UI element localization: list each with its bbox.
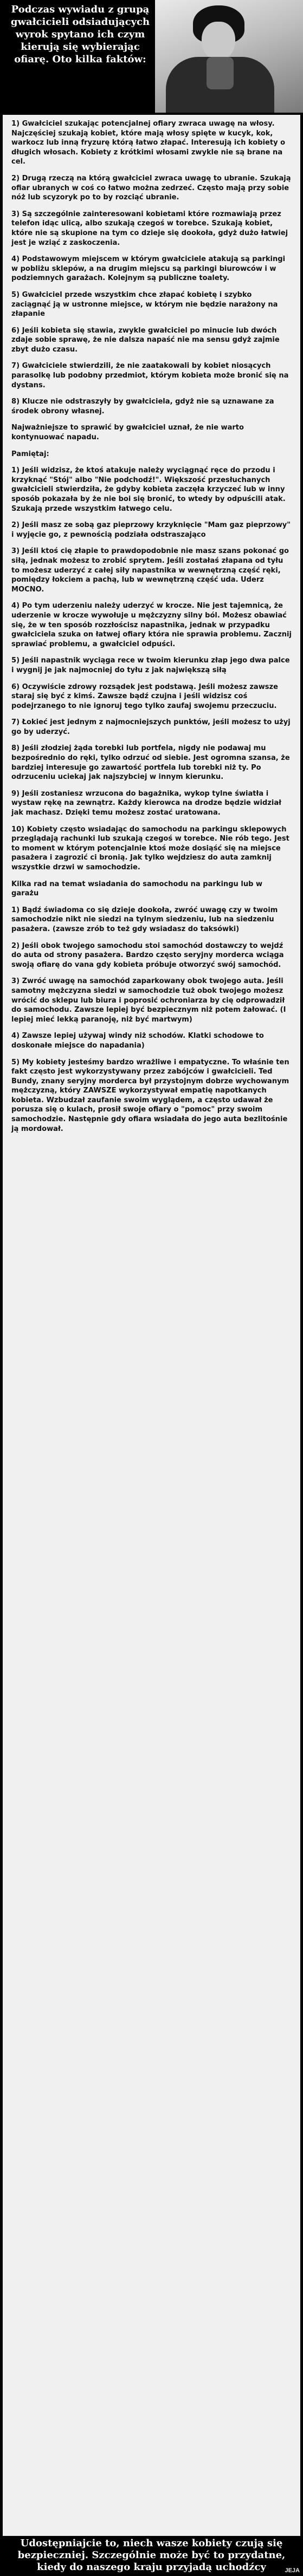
fact-item: 1) Gwałciciel szukając potencjalnej ofiary zwraca uwagę na włosy. Najczęściej szukają kobiet, które mają włosy spięte w kucyk, kok, warkocz lub inną fryzurę którą łatwo złapać. Interesują ich kobiety o długich włosach. Kobiety z krótkimi włosami zwykle nie są brane na cel. bbox=[11, 120, 286, 166]
parking-tip-item: 5) My kobiety jesteśmy bardzo wrażliwe i empatyczne. To właśnie ten fakt często jest wykorzystywany przez zabójców i gwałcicieli. Ted Bundy, znany seryjny morderca był przystojnym dobrze wychowanym mężczyzną, który ZAWSZE wykorzystywał empatię napotkanych kobieta. Wzbudzał zaufanie swoim wyglądem, a często udawał że porusza się o kulach, prosił swoje ofiary o "pomoc" przy swoim samochodzie. Następnie gdy ofiara wsiadała do jego auta bezlitośnie ją mordował. bbox=[11, 1058, 289, 1133]
tip-item: 9) Jeśli zostaniesz wrzucona do bagażnika, wykop tylne światła i wystaw rękę na zewnątrz. Każdy kierowca na drodze będzie widział jak machasz. Dzięki temu możesz zostać uratowana. bbox=[11, 789, 281, 817]
header bbox=[0, 0, 303, 113]
tip-item: 2) Jeśli masz ze sobą gaz pieprzowy krzyknięcie "Mam gaz pieprzowy" i wyjęcie go, z pewnością podziała odstraszająco bbox=[11, 521, 291, 539]
footer-text: Udostępniajcie to, niech wasze kobiety czują się bezpieczniej. Szczególnie może być to przydatne, kiedy do naszego kraju przyjadą uchodźcy bbox=[17, 2538, 286, 2573]
parking-tip-item: 4) Zawsze lepiej używaj windy niż schodów. Klatki schodowe to doskonałe miejsce do napadania) bbox=[11, 1032, 264, 1050]
fact-item: 2) Drugą rzeczą na którą gwałciciel zwraca uwagę to ubranie. Szukają ofiar ubranych w coś co łatwo można zedrzeć. Często mają przy sobie nóż lub scyzoryk po to by rozciąć ubranie. bbox=[11, 174, 291, 202]
parking-tip-item: 3) Zwróć uwagę na samochód zaparkowany obok twojego auta. Jeśli samotny mężczyzna siedzi w samochodzie tuż obok twojego możesz wrócić do sklepu lub biura i poprosić ochroniarza by cię odprowadził do samochodu. Zawsze lepiej być bezpiecznym niż potem żałować. (I lepiej mieć lekką paranoję, niż być martwym) bbox=[11, 977, 286, 1024]
facts-content bbox=[11, 119, 292, 1141]
fact-item: 4) Podstawowym miejscem w którym gwałciciele atakują są parkingi w pobliżu sklepów, a na drugim miejscu są parkingi biurowców i w podziemnych garażach. Kolejnym są publiczne toalety. bbox=[11, 255, 286, 283]
fact-item: 6) Jeśli kobieta się stawia, zwykle gwałciciel po minucie lub dwóch zdaje sobie sprawę, że nie dalsza napaść nie ma sensu gdyż zajmie zbyt dużo czasu. bbox=[11, 326, 280, 354]
fact-item: 3) Są szczególnie zainteresowani kobietami które rozmawiają przez telefon idąc ulicą, albo szukają czegoś w torebce. Szukają kobiet, które nie są skupione na tym co dzieje się dookoła, gdyż dużo łatwiej jest je wziąć z zaskoczenia. bbox=[11, 210, 288, 247]
poster-title: Podczas wywiadu z grupą gwałcicieli odsiadujących wyrok spytano ich czym kierują się wybierając ofiarę. Oto kilka faktów: bbox=[10, 4, 150, 65]
important-line: Najważniejsze to sprawić by gwałciciel uznał, że nie warto kontynuować napadu. bbox=[11, 424, 244, 442]
intro-facts bbox=[11, 119, 292, 416]
tip-item: 4) Po tym uderzeniu należy uderzyć w krocze. Nie jest tajemnicą, że uderzenie w krocze wywołuje u mężczyzny silny ból. Możesz obawiać się, że w ten sposób rozzłościsz napastnika, jednak w przypadku gwałciciela szuka on łatwej ofiary która nie sprawia problemu. Zacznij sprawiać problemu, a gwałciciel odpuści. bbox=[11, 602, 292, 648]
tip-item: 10) Kobiety często wsiadając do samochodu na parkingu sklepowych przeglądają rachunki lub szukają czegoś w torebce. Nie rób tego. Jest to moment w którym potencjalnie ktoś może dosiąść się na miejsce pasażera i zagrozić ci bronią. Jak tylko wejdziesz do auta zamknij wszystkie drzwi w samochodzie. bbox=[11, 825, 289, 871]
woman-photo bbox=[155, 0, 303, 113]
parking-intro: Kilka rad na temat wsiadania do samochodu na parkingu lub w garażu bbox=[11, 880, 263, 898]
tip-item: 5) Jeśli napastnik wyciąga rece w twoim kierunku złap jego dwa palce i wygnij je jak najmocniej do tyłu z jak największą siłą bbox=[11, 656, 290, 674]
watermark-logo: JEJA bbox=[285, 2567, 300, 2574]
footer-caption bbox=[0, 2536, 303, 2576]
tip-item: 7) Łokieć jest jednym z najmocniejszych punktów, jeśli możesz to użyj go by uderzyć. bbox=[11, 718, 291, 736]
fact-item: 7) Gwałciciele stwierdzili, że nie zaatakowali by kobiet niosących parasolkę lub podobny przedmiot, którym kobieta może bronić się na dystans. bbox=[11, 362, 289, 389]
tip-item: 6) Oczywiście zdrowy rozsądek jest podstawą. Jeśli możesz zawsze staraj się być z kimś. Zawsze bądź czujna i jeśli widzisz coś podejrzanego to nie ignoruj tego tylko zaufaj swojemu przeczuciu. bbox=[11, 682, 278, 710]
fact-item: 8) Klucze nie odstraszyły by gwałciciela, gdyż nie są uznawane za środek obrony własnej. bbox=[11, 398, 274, 415]
remember-label: Pamiętaj: bbox=[11, 450, 49, 458]
parking-tips-list bbox=[11, 906, 292, 1134]
parking-tip-item: 1) Bądź świadoma co się dzieje dookoła, zwróć uwagę czy w twoim samochodzie nikt nie siedzi na tylnym siedzeniu, lub na siedzeniu pasażera. (zawsze zrób to też gdy wsiadasz do taksówki) bbox=[11, 906, 278, 933]
tips-list bbox=[11, 466, 292, 872]
fact-item: 5) Gwałciciel przede wszystkim chce złapać kobietę i szybko zaciągnąć ją w ustronne miejsce, w którym nie będzie narażony na złapanie bbox=[11, 290, 278, 318]
facts-panel bbox=[3, 115, 300, 2536]
tip-item: 8) Jeśli złodziej żąda torebki lub portfela, nigdy nie podawaj mu bezpośrednio do ręki, tylko odrzuć od siebie. Jest ogromna szansa, że bardziej interesuje go zawartość portfela lub torebki niż ty. Po odrzuceniu uciekaj jak najszybciej w innym kierunku. bbox=[11, 744, 290, 782]
tip-item: 3) Jeśli ktoś cię złapie to prawdopodobnie nie masz szans pokonać go siłą, jednak możesz to zrobić sprytem. Jeśli zostałaś złapana od tyłu to możesz uderzyć z całej siły napastnika w wewnętrzną część ręki, pomiędzy łokciem a pachą, lub w wewnętrzną część uda. Uderz MOCNO. bbox=[11, 547, 289, 594]
tip-item: 1) Jeśli widzisz, że ktoś atakuje należy wyciągnąć ręce do przodu i krzyknąć "Stój" albo "Nie podchodź!". Większość przesłuchanych gwałcicieli stwierdziła, że gdyby kobieta zaczęła krzyczeć lub w inny sposób pokazała by że nie boi się bronić, to wtedy by odpuścili atak. Szukają przede wszystkim łatwego celu. bbox=[11, 466, 286, 513]
parking-tip-item: 2) Jeśli obok twojego samochodu stoi samochód dostawczy to wejdź do auta od strony pasażera. Bardzo często seryjny morderca wciąga swoją ofiarę do vana gdy kobieta próbuje otworzyć swój samochód. bbox=[11, 941, 284, 969]
